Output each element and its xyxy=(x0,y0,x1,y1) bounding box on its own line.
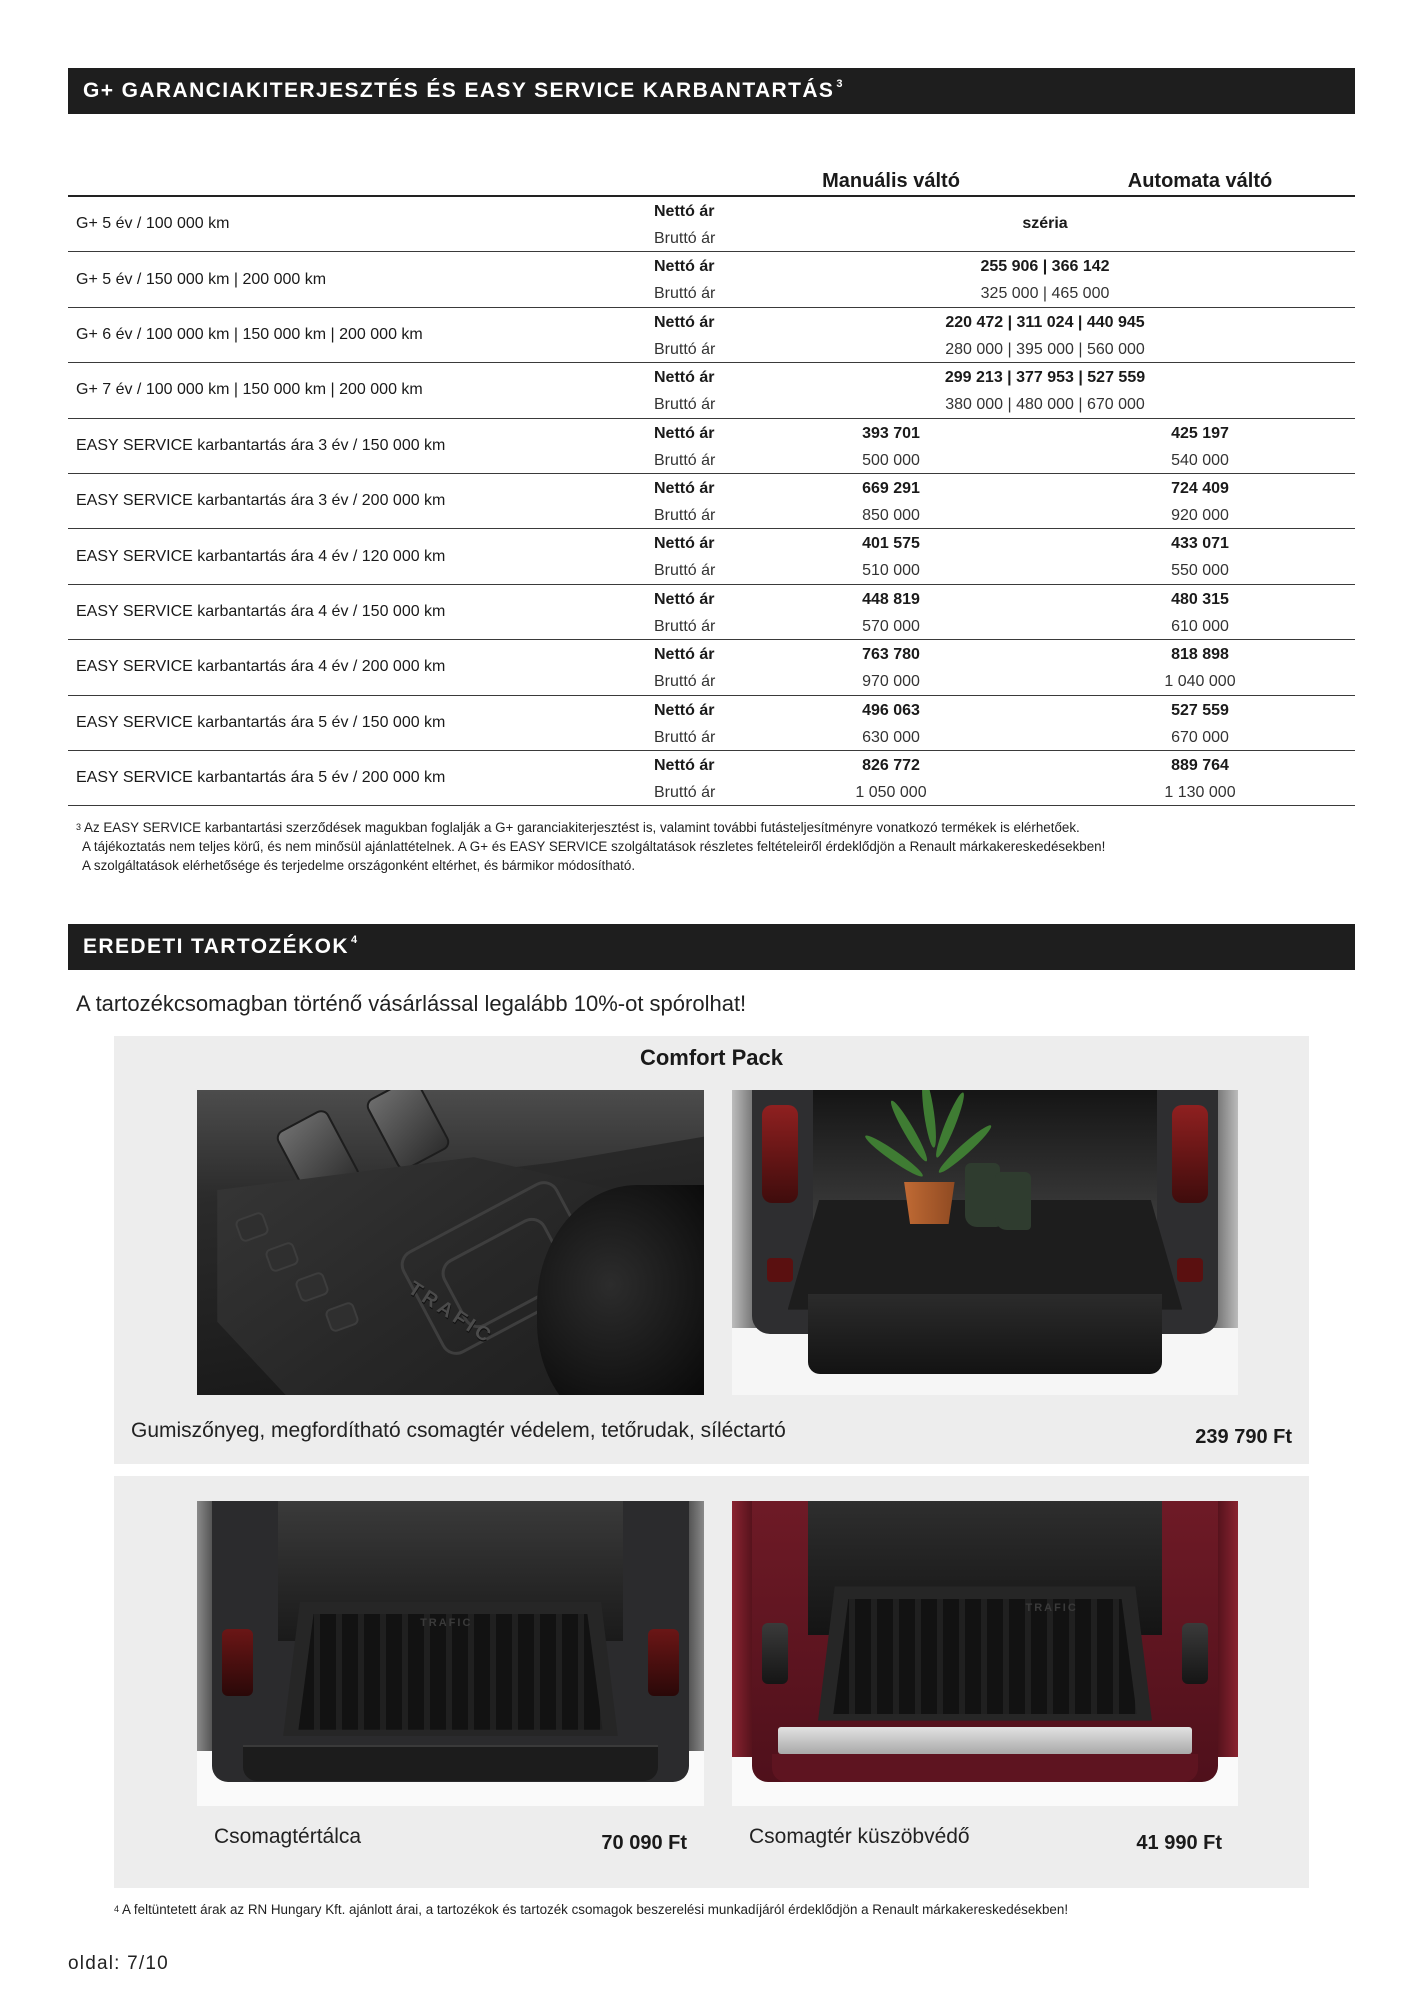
footnote-3-line-3: A szolgáltatások elérhetősége és terjedelme országonként eltérhet, és bármikor módosítható. xyxy=(82,858,636,873)
gross-price-automatic: 540 000 xyxy=(1171,451,1229,469)
net-price-label: Nettó ár xyxy=(654,203,715,220)
reflector-left xyxy=(767,1258,792,1282)
net-price-label: Nettó ár xyxy=(654,535,715,553)
item-name-sill-protector: Csomagtér küszöbvédő xyxy=(749,1825,970,1848)
gross-price-label: Bruttó ár xyxy=(654,562,716,580)
gross-price-manual: 970 000 xyxy=(862,673,920,691)
net-price-label: Nettó ár xyxy=(654,756,715,774)
tail-light-left xyxy=(762,1105,797,1203)
pack-description: Gumiszőnyeg, megfordítható csomagtér védelem, tetőrudak, síléctartó xyxy=(131,1419,786,1442)
accessories-section-title: EREDETI TARTOZÉKOK xyxy=(83,935,349,958)
sill-protector-photo xyxy=(732,1501,1238,1806)
tail-light-left xyxy=(762,1623,787,1684)
table-row xyxy=(68,474,1355,529)
row-label: G+ 7 év / 100 000 km | 150 000 km | 200 000 km xyxy=(76,381,423,399)
table-row xyxy=(68,696,1355,751)
gross-price-manual: 500 000 xyxy=(862,451,920,469)
column-header-manual: Manuális váltó xyxy=(822,170,960,192)
gross-price-automatic: 670 000 xyxy=(1171,728,1229,746)
net-price-manual: 826 772 xyxy=(862,756,920,774)
gross-price-both: 280 000 | 395 000 | 560 000 xyxy=(945,340,1145,358)
gross-price-label: Bruttó ár xyxy=(654,673,716,691)
net-price-label: Nettó ár xyxy=(654,258,715,276)
row-label: EASY SERVICE karbantartás ára 3 év / 150 000 km xyxy=(76,436,446,454)
footnote-3-line-2: A tájékoztatás nem teljes körű, és nem minősül ajánlattételnek. A G+ és EASY SERVICE szolgáltatások részletes feltételeiről érdeklődjön a Renault márkakereskedésekben! xyxy=(82,839,1106,854)
gross-price-both: 325 000 | 465 000 xyxy=(980,285,1110,303)
net-price-label: Nettó ár xyxy=(654,424,715,442)
item-price-sill-protector: 41 990 Ft xyxy=(1136,1832,1222,1854)
row-label: G+ 6 év / 100 000 km | 150 000 km | 200 000 km xyxy=(76,325,423,343)
net-price-both: 220 472 | 311 024 | 440 945 xyxy=(945,313,1145,331)
net-price-automatic: 889 764 xyxy=(1171,756,1229,774)
gross-price-label: Bruttó ár xyxy=(654,230,716,247)
net-price-label: Nettó ár xyxy=(654,590,715,608)
net-price-label: Nettó ár xyxy=(654,313,715,331)
table-row xyxy=(68,363,1355,418)
rear-bumper xyxy=(243,1745,659,1781)
table-row xyxy=(68,529,1355,584)
net-price-manual: 401 575 xyxy=(862,535,920,553)
net-price-automatic: 433 071 xyxy=(1171,535,1229,553)
pack-price: 239 790 Ft xyxy=(1195,1426,1292,1448)
tail-light-right xyxy=(648,1629,678,1696)
accessories-panel xyxy=(114,1476,1309,1888)
warranty-section-title: G+ GARANCIAKITERJESZTÉS ÉS EASY SERVICE KARBANTARTÁS xyxy=(83,79,835,102)
net-price-automatic: 527 559 xyxy=(1171,701,1229,719)
warranty-section-header xyxy=(68,68,1355,114)
item-name-cargo-tray: Csomagtértálca xyxy=(214,1825,362,1848)
footnote-reference: 3 xyxy=(836,78,843,90)
footnote-reference: 4 xyxy=(350,934,358,946)
footnote-text: Az EASY SERVICE karbantartási szerződések magukban foglalják a G+ garanciakiterjesztést is, valamint további futásteljesítményre vonatkozó termékek is elérhetőek. xyxy=(84,820,1080,835)
gross-price-label: Bruttó ár xyxy=(654,451,716,469)
rear-bumper xyxy=(772,1754,1197,1781)
cargo-tray xyxy=(833,1599,1137,1715)
accessories-section-header xyxy=(68,924,1355,970)
table-row xyxy=(68,640,1355,695)
net-price-manual: 448 819 xyxy=(862,590,920,608)
row-label: EASY SERVICE karbantartás ára 4 év / 120 000 km xyxy=(76,547,446,565)
comfort-pack-panel xyxy=(114,1036,1309,1464)
net-price-manual: 496 063 xyxy=(862,701,920,719)
table-row xyxy=(68,308,1355,363)
tray-logo-emboss: TRAFIC xyxy=(420,1616,473,1629)
net-price-automatic: 425 197 xyxy=(1171,424,1229,442)
row-label: EASY SERVICE karbantartás ára 5 év / 150 000 km xyxy=(76,713,446,731)
gross-price-label: Bruttó ár xyxy=(654,340,716,358)
rubber-boot xyxy=(995,1172,1030,1230)
net-price-automatic: 818 898 xyxy=(1171,646,1229,664)
gross-price-automatic: 920 000 xyxy=(1171,506,1229,524)
mat-logo-emboss: TRAFIC xyxy=(404,1277,498,1349)
footnote-mark: 3 xyxy=(76,822,82,832)
column-header-automatic: Automata váltó xyxy=(1127,170,1273,192)
net-price-both: 255 906 | 366 142 xyxy=(980,258,1110,276)
cargo-tray-photo xyxy=(197,1501,704,1806)
gross-price-automatic: 550 000 xyxy=(1171,562,1229,580)
gross-price-both: 380 000 | 480 000 | 670 000 xyxy=(945,396,1145,414)
table-row xyxy=(68,419,1355,474)
net-price-automatic: 480 315 xyxy=(1171,590,1229,608)
gross-price-manual: 1 050 000 xyxy=(855,783,927,801)
gross-price-automatic: 610 000 xyxy=(1171,617,1229,635)
net-price-manual: 393 701 xyxy=(862,424,920,442)
warranty-price-table xyxy=(68,195,1355,806)
tray-logo-emboss: TRAFIC xyxy=(1025,1601,1078,1614)
plant-pot xyxy=(904,1182,955,1225)
footnote-3-line-1 xyxy=(76,818,1080,837)
footnote-mark: 4 xyxy=(114,1904,120,1914)
net-price-label: Nettó ár xyxy=(654,479,715,497)
standard-included-value: széria xyxy=(1022,215,1068,233)
net-price-automatic: 724 409 xyxy=(1171,479,1229,497)
gross-price-label: Bruttó ár xyxy=(654,617,716,635)
net-price-both: 299 213 | 377 953 | 527 559 xyxy=(944,369,1146,387)
bumper-protection-flap xyxy=(808,1294,1162,1373)
tail-light-right xyxy=(1172,1105,1207,1203)
net-price-label: Nettó ár xyxy=(654,701,715,719)
gross-price-manual: 850 000 xyxy=(862,506,920,524)
savings-tagline: A tartozékcsomagban történő vásárlással legalább 10%-ot spórolhat! xyxy=(76,991,747,1016)
pack-title: Comfort Pack xyxy=(639,1045,784,1070)
gross-price-label: Bruttó ár xyxy=(654,728,716,746)
row-label: G+ 5 év / 100 000 km xyxy=(76,215,230,233)
footnote-text: A feltüntetett árak az RN Hungary Kft. ajánlott árai, a tartozékok és tartozék csomagok beszerelési munkadíjáról érdeklődjön a Renault márkakereskedésekben! xyxy=(122,1902,1069,1917)
gross-price-manual: 630 000 xyxy=(862,728,920,746)
cargo-tray xyxy=(298,1614,602,1730)
floor-mat-photo xyxy=(197,1090,704,1395)
row-label: EASY SERVICE karbantartás ára 4 év / 200 000 km xyxy=(76,658,446,676)
table-row xyxy=(68,197,1355,252)
net-price-manual: 763 780 xyxy=(862,646,920,664)
gross-price-label: Bruttó ár xyxy=(654,396,716,414)
gross-price-manual: 570 000 xyxy=(862,617,920,635)
boot-liner-photo xyxy=(732,1090,1238,1395)
row-label: EASY SERVICE karbantartás ára 4 év / 150 000 km xyxy=(76,602,446,620)
item-price-cargo-tray: 70 090 Ft xyxy=(601,1832,687,1854)
net-price-label: Nettó ár xyxy=(654,369,715,387)
table-row xyxy=(68,252,1355,307)
tail-light-right xyxy=(1182,1623,1207,1684)
footnote-4 xyxy=(114,1900,1068,1919)
row-label: G+ 5 év / 150 000 km | 200 000 km xyxy=(76,270,327,288)
gross-price-automatic: 1 130 000 xyxy=(1164,783,1236,801)
tail-light-left xyxy=(222,1629,252,1696)
sill-protector xyxy=(778,1727,1193,1754)
gross-price-automatic: 1 040 000 xyxy=(1164,673,1236,691)
row-label: EASY SERVICE karbantartás ára 3 év / 200 000 km xyxy=(76,492,446,510)
page-number: oldal: 7/10 xyxy=(68,1953,169,1974)
table-row xyxy=(68,751,1355,806)
net-price-label: Nettó ár xyxy=(654,646,715,664)
row-label: EASY SERVICE karbantartás ára 5 év / 200 000 km xyxy=(76,769,446,787)
gross-price-label: Bruttó ár xyxy=(654,783,716,801)
gross-price-label: Bruttó ár xyxy=(654,285,716,303)
gross-price-label: Bruttó ár xyxy=(654,506,716,524)
net-price-manual: 669 291 xyxy=(862,479,920,497)
reflector-right xyxy=(1177,1258,1202,1282)
table-row xyxy=(68,585,1355,640)
gross-price-manual: 510 000 xyxy=(862,562,920,580)
